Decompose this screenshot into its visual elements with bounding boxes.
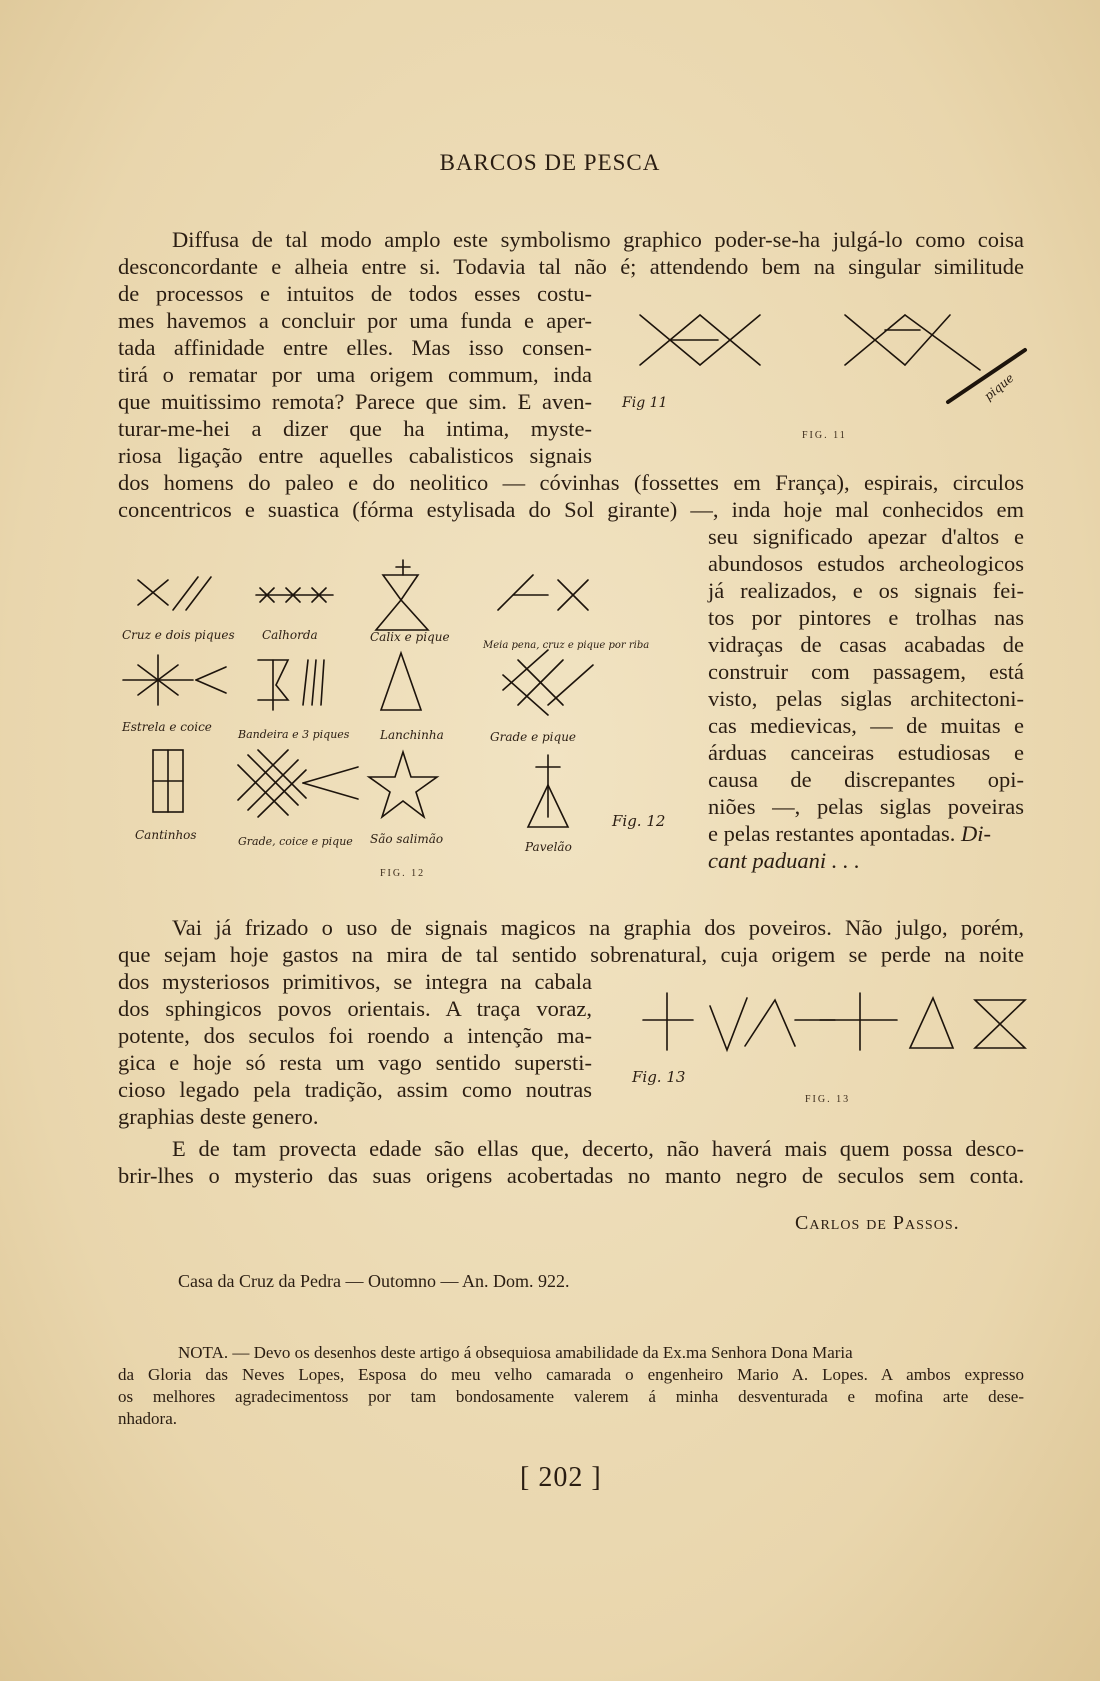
para1-left-line-7: riosa ligação entre aquelles cabalisticos signais — [118, 443, 592, 468]
fig11-caption: FIG. 11 — [802, 430, 847, 441]
para1-left-line-2: mes havemos a concluir por uma funda e aper- — [118, 308, 592, 333]
fig11-pique-label: pique — [981, 370, 1017, 404]
para2-last-line: graphias deste genero. — [118, 1104, 319, 1129]
para1-line-1: Diffusa de tal modo amplo este symbolismo graphico poder-se-ha julgá-lo como coisa — [172, 227, 1024, 252]
para1-line-3: dos homens do paleo e do neolitico — cóvinhas (fossettes em França), espirais, circulos — [118, 470, 1024, 495]
para1-line-4: concentricos e suastica (fórma estylisada do Sol girante) —, inda hoje mal conhecidos em — [118, 497, 1024, 522]
fig12-caption: FIG. 12 — [380, 868, 426, 879]
fig12-label-9: Cantinhos — [135, 828, 197, 842]
para1-left-line-3: tada affinidade entre elles. Mas isso consen- — [118, 335, 592, 360]
para1-left-line-4: tirá o rematar por uma origem commum, inda — [118, 362, 592, 387]
para1-right-line-10: causa de discrepantes opi- — [708, 767, 1024, 792]
nota-line-3: os melhores agradecimentoss por tam bondosamente valerem á minha desventurada e mofina arte dese- — [118, 1387, 1024, 1406]
para1-left-line-5: que muitissimo remota? Parece que sim. E aven- — [118, 389, 592, 414]
para1-right-line-12 — [708, 820, 991, 847]
place-date: Casa da Cruz da Pedra — Outomno — An. Dom. 922. — [178, 1271, 570, 1291]
para1-right-line-1: seu significado apezar d'altos e — [708, 524, 1024, 549]
para3-line-2: brir-lhes o mysterio das suas origens acobertadas no manto negro de seculos sem conta. — [118, 1163, 1024, 1188]
para1-left-line-6: turar-me-hei a dizer que ha intima, myste- — [118, 416, 592, 441]
dicant-italic-2: cant paduani . . . — [708, 848, 860, 873]
running-header: BARCOS DE PESCA — [439, 150, 661, 175]
para2-left-line-3: potente, dos seculos foi roendo a intenção ma- — [118, 1023, 592, 1048]
para3-line-1: E de tam provecta edade são ellas que, decerto, não haverá mais quem possa desco- — [172, 1136, 1024, 1161]
fig13-drawing — [635, 988, 1035, 1068]
para1-right-line-9: árduas canceiras estudiosas e — [708, 740, 1024, 765]
fig12-label-11: São salimão — [370, 832, 444, 846]
para2-left-line-2: dos sphingicos povos orientais. A traça voraz, — [118, 996, 592, 1021]
page-number: [ 202 ] — [520, 1462, 602, 1493]
para2-line-2: que sejam hoje gastos na mira de tal sentido sobrenatural, cuja origem se perde na noite — [118, 942, 1024, 967]
para1-right-line-4: tos por pintores e trolhas nas — [708, 605, 1024, 630]
fig12-label-2: Calhorda — [262, 628, 318, 642]
para1-right-line-6: construir com passagem, está — [708, 659, 1024, 684]
para1-right-line-2: abundosos estudos archeologicos — [708, 551, 1024, 576]
para1-left-line-1: de processos e intuitos de todos esses costu- — [118, 281, 592, 306]
fig13-caption: FIG. 13 — [805, 1094, 851, 1105]
fig12-label-12: Pavelão — [525, 840, 572, 854]
fig12-label-5: Estrela e coice — [122, 720, 212, 734]
fig12-label-8: Grade e pique — [490, 730, 577, 744]
para2-left-line-5: cioso legado pela tradição, assim como noutras — [118, 1077, 592, 1102]
nota-line-2: da Gloria das Neves Lopes, Esposa do meu velho camarada o engenheiro Mario A. Lopes. A ambos expresso — [118, 1365, 1024, 1384]
fig12-hand-label: Fig. 12 — [612, 812, 666, 830]
para1-line-2: desconcordante e alheia entre si. Todavia tal não é; attendendo bem na singular similitude — [118, 254, 1024, 279]
para2-line-1: Vai já frizado o uso de signais magicos na graphia dos poveiros. Não julgo, porém, — [172, 915, 1024, 940]
fig13-hand-label: Fig. 13 — [632, 1068, 686, 1086]
nota-line-1: NOTA. — Devo os desenhos deste artigo á obsequiosa amabilidade da Ex.ma Senhora Dona Maria — [178, 1343, 853, 1362]
para2-left-line-1: dos mysteriosos primitivos, se integra na cabala — [118, 969, 592, 994]
fig12-label-3: Calix e pique — [370, 630, 450, 644]
fig12-label-6: Bandeira e 3 piques — [238, 728, 350, 741]
fig12-label-10: Grade, coice e pique — [238, 835, 353, 848]
para1-right-line-8: cas medievicas, — de muitas e — [708, 713, 1024, 738]
para1-right-line-5: vidraças de casas acabadas de — [708, 632, 1024, 657]
author-signature: Carlos de Passos. — [795, 1212, 960, 1234]
fig12-drawing — [118, 555, 678, 845]
fig12-label-4: Meia pena, cruz e pique por riba — [483, 640, 650, 651]
fig12-label-7: Lanchinha — [380, 728, 444, 742]
para2-left-line-4: gica e hoje só resta um vago sentido supersti- — [118, 1050, 592, 1075]
para1-right-line-11: niões —, pelas siglas poveiras — [708, 794, 1024, 819]
para1-right-line-3: já realizados, e os signais fei- — [708, 578, 1024, 603]
dicant-italic-1: Di- — [961, 821, 992, 846]
para1-right-line-12-text: e pelas restantes apontadas. — [708, 821, 956, 846]
para1-right-line-7: visto, pelas siglas architectoni- — [708, 686, 1024, 711]
nota-line-4: nhadora. — [118, 1409, 178, 1428]
fig11-hand-label: Fig 11 — [622, 395, 668, 411]
fig12-label-1: Cruz e dois piques — [122, 628, 235, 642]
